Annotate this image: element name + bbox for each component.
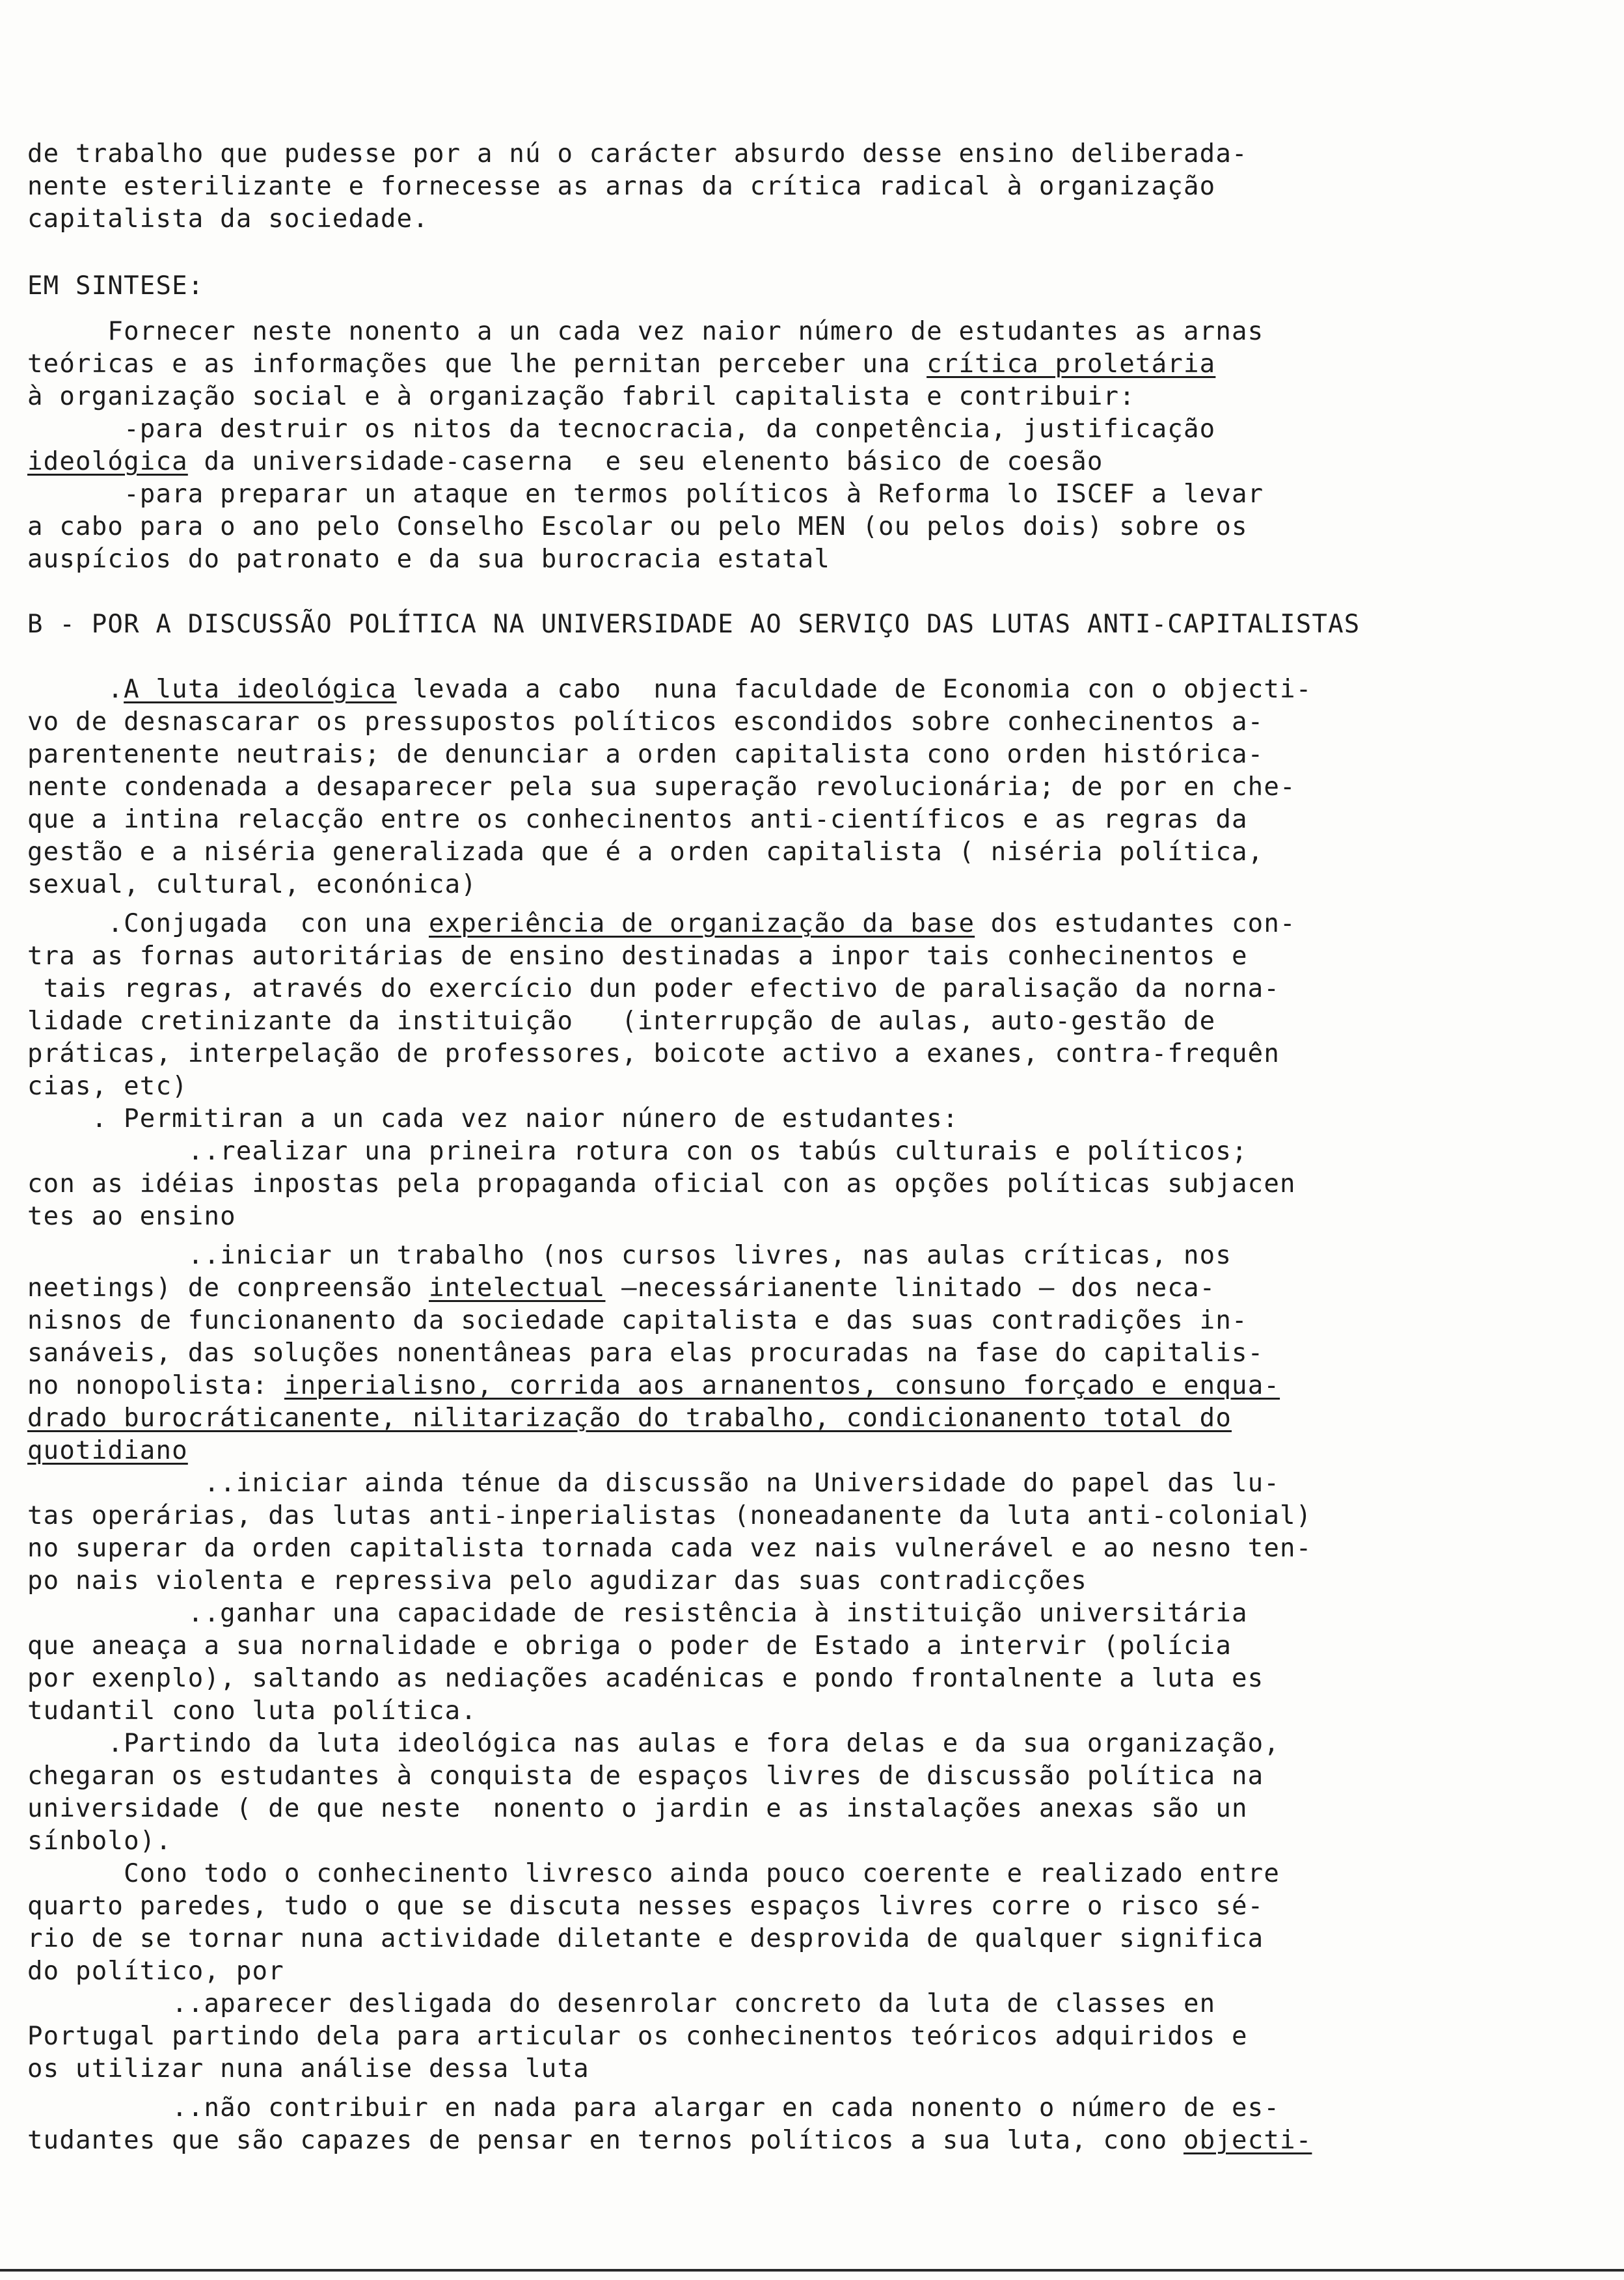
text-segment: práticas, interpelação de professores, boicote activo a exanes, contra-frequên (27, 1039, 1280, 1068)
text-segment: os utilizar nuna análise dessa luta (27, 2054, 589, 2083)
text-segment: quarto paredes, tudo o que se discuta nesses espaços livres corre o risco sé- (27, 1892, 1264, 1921)
text-line (27, 1597, 1248, 1630)
underlined-phrase: objecti- (1183, 2126, 1312, 2155)
text-line (27, 1663, 1264, 1695)
text-line (27, 348, 1215, 381)
text-segment: chegaran os estudantes à conquista de espaços livres de discussão política na (27, 1761, 1264, 1791)
text-segment: vo de desnascarar os pressupostos políticos escondidos sobre conhecinentos a- (27, 707, 1264, 737)
underlined-phrase: intelectual (429, 1273, 606, 1303)
underlined-phrase: quotidiano (27, 1436, 188, 1465)
text-line (27, 1038, 1280, 1070)
text-segment: no nonopolista: (27, 1371, 284, 1400)
text-line (27, 1337, 1264, 1370)
text-segment: —necessárianente linitado — dos necа- (605, 1273, 1216, 1303)
text-segment: sexual, cultural, econónica) (27, 870, 478, 899)
text-line (27, 543, 830, 576)
text-line (27, 511, 1248, 543)
text-line (27, 1168, 1296, 1201)
text-line (27, 170, 1215, 203)
underlined-phrase: crítica proletária (927, 349, 1216, 379)
text-line (27, 706, 1264, 739)
text-line (27, 1467, 1280, 1500)
text-segment: ..iniciar un trabalho (nos cursos livres, nas aulas críticas, nos (27, 1241, 1232, 1270)
text-line (27, 2020, 1248, 2053)
text-segment: da universidade-caserna e seu elenento básico de coesão (187, 447, 1103, 476)
text-segment: tudantil cono luta política. (27, 1696, 478, 1726)
text-segment: neetings) de conpreensão (27, 1273, 429, 1303)
text-segment: sínbolo). (27, 1826, 172, 1856)
text-segment: ..iniciar ainda ténue da discussão na Universidade do papel das lu- (27, 1469, 1280, 1498)
text-line (27, 1070, 188, 1103)
text-segment: EM SINTESE: (27, 271, 204, 301)
text-line (27, 446, 1103, 478)
text-segment: B - POR A DISCUSSÃO POLÍTICA NA UNIVERSIDADE AO SERVIÇO DAS LUTAS ANTI-CAPITALISTAS (27, 610, 1360, 639)
text-segment: tais regras, através do exercício dun poder efectivo de paralisação da norna- (27, 974, 1280, 1003)
text-line (27, 1500, 1312, 1532)
text-segment: dos estudantes con- (975, 909, 1296, 938)
bottom-edge-line (0, 2269, 1624, 2272)
text-line (27, 1005, 1215, 1038)
text-segment: por exenplo), saltando as nediações acadénicas e pondo frontalnente a luta es (27, 1664, 1264, 1693)
text-segment: à organização social e à organização fabril capitalista e contribuir: (27, 382, 1135, 411)
text-segment: de trabalho que pudesse por a nú o carácter absurdo desse ensino deliberada- (27, 139, 1248, 169)
text-segment: ..aparecer desligada do desenrolar concreto da luta de classes en (27, 1989, 1216, 2018)
text-segment: parentenente neutrais; de denunciar a orden capitalista cono orden históricа- (27, 740, 1264, 769)
text-line (27, 203, 429, 236)
text-line (27, 1695, 477, 1728)
text-segment: universidade ( de que neste nonento o jardin e as instalações anexas são un (27, 1794, 1248, 1823)
text-segment: teóricas e as informações que lhe pernitan perceber una (27, 349, 927, 379)
underlined-phrase: drado burocráticanente, nilitarização do trabalho, condicionanento total do (27, 1404, 1232, 1433)
text-line (27, 973, 1280, 1005)
text-line (27, 478, 1264, 511)
text-segment: no superar da orden capitalista tornada cada vez nais vulnerável e ao nesno ten- (27, 1534, 1312, 1563)
text-segment: que aneaça a sua nornalidade e obriga o poder de Estado a intervir (polícia (27, 1631, 1232, 1661)
text-segment: . (27, 675, 124, 704)
text-segment: rio de se tornar nuna actividade diletante e desprovida de qualquer significa (27, 1924, 1264, 1953)
text-line (27, 1565, 1087, 1597)
text-segment: Cono todo o conhecinento livresco ainda pouco coerente e realizado entre (27, 1859, 1280, 1888)
text-segment: Portugal partindo dela para articular os conhecinentos teóricos adquiridos e (27, 2022, 1248, 2051)
text-line (27, 1858, 1280, 1890)
text-line (27, 739, 1264, 771)
text-line (27, 1988, 1215, 2020)
text-line (27, 1793, 1248, 1825)
text-line (27, 1435, 188, 1467)
text-line (27, 608, 1360, 641)
text-segment: tra as fornas autoritárias de ensino destinadas a inpor tais conhecinentos e (27, 942, 1248, 971)
text-line (27, 1825, 172, 1858)
text-line (27, 1728, 1280, 1760)
text-segment: -para destruir os nitos da tecnocracia, da conpetência, justificação (27, 414, 1216, 444)
text-line (27, 1370, 1280, 1402)
text-segment: que a intina relacção entre os conhecinentos anti-científicos e as regras da (27, 805, 1248, 834)
text-segment: nente condenada a desaparecer pela sua superação revolucionária; de por en che- (27, 772, 1296, 802)
text-segment: con as idéias inpostas pela propaganda oficial con as opções políticas subjacen (27, 1169, 1296, 1199)
text-segment: do político, por (27, 1957, 284, 1986)
text-line (27, 1135, 1248, 1168)
text-segment: .Partindo da luta ideológica nas aulas e fora delas e da sua organização, (27, 1729, 1280, 1758)
text-segment: a cabo para o ano pelo Conselho Escolar ou pelo MEN (ou pelos dois) sobre os (27, 512, 1248, 541)
text-segment: ..não contribuir en nada para alargar en cada nonento o número de es- (27, 2093, 1280, 2123)
underlined-phrase: ideológica (27, 447, 188, 476)
underlined-phrase: experiência de organização da base (429, 909, 975, 938)
text-segment: levada a cabo nuna faculdade de Economia con o objecti- (396, 675, 1312, 704)
text-line (27, 1532, 1312, 1565)
text-segment: auspícios do patronato e da sua burocracia estatal (27, 545, 830, 574)
text-line (27, 2053, 589, 2085)
text-segment: tudantes que são capazes de pensar en ternos políticos a sua luta, cono (27, 2126, 1184, 2155)
text-segment: po nais violenta e repressiva pelo agudizar das suas contradicções (27, 1566, 1087, 1595)
text-segment: . Permitiran a un cada vez naior núnero de estudantes: (27, 1104, 959, 1133)
text-line (27, 1240, 1232, 1272)
text-segment: cias, etc) (27, 1072, 188, 1101)
text-segment: tes ao ensino (27, 1202, 236, 1231)
text-line (27, 1890, 1264, 1923)
text-segment: sanáveis, das soluções nonentâneas para elas procuradas na fase do capitalis- (27, 1338, 1264, 1368)
text-segment: gestão e a niséria generalizada que é a orden capitalista ( niséria política, (27, 837, 1264, 867)
text-segment: .Conjugada con una (27, 909, 429, 938)
text-line (27, 908, 1296, 940)
text-line (27, 1103, 958, 1135)
text-line (27, 413, 1215, 446)
text-line (27, 381, 1135, 413)
text-line (27, 1760, 1264, 1793)
text-line (27, 1630, 1232, 1663)
text-segment: nisnos de funcionanento da sociedade capitalista e das suas contradições in- (27, 1306, 1248, 1335)
underlined-phrase: A luta ideológica (124, 675, 397, 704)
text-line (27, 316, 1264, 348)
text-line (27, 804, 1248, 836)
underlined-phrase: inperialisno, corrida aos arnanentos, consuno forçado e enqua- (284, 1371, 1280, 1400)
text-line (27, 673, 1312, 706)
text-segment: tas operárias, das lutas anti-inperialistas (noneadanente da luta anti-colonial) (27, 1501, 1312, 1530)
text-segment: Fornecer neste nonento a un cada vez naior número de estudantes as arnas (27, 317, 1264, 346)
text-segment: ..ganhar una capacidade de resistência à instituição universitária (27, 1599, 1248, 1628)
text-line (27, 138, 1248, 170)
text-line (27, 869, 477, 901)
text-line (27, 1272, 1215, 1305)
text-line (27, 2092, 1280, 2124)
text-segment: capitalista da sociedade. (27, 204, 429, 234)
text-line (27, 1402, 1232, 1435)
text-line (27, 836, 1264, 869)
text-line (27, 940, 1248, 973)
text-line (27, 1955, 284, 1988)
text-segment: -para preparar un ataque en termos políticos à Reforma lo ISCEF a levar (27, 480, 1264, 509)
text-segment: lidade cretinizante da instituição (interrupção de aulas, auto-gestão de (27, 1007, 1216, 1036)
text-line (27, 270, 204, 303)
text-line (27, 1201, 236, 1233)
text-line (27, 2124, 1312, 2157)
text-line (27, 1923, 1264, 1955)
text-segment: ..realizar una prineira rotura con os tabús culturais e políticos; (27, 1137, 1248, 1166)
text-line (27, 771, 1296, 804)
text-segment: nente esterilizante e fornecesse as arnas da crítica radical à organização (27, 172, 1216, 201)
text-line (27, 1305, 1248, 1337)
